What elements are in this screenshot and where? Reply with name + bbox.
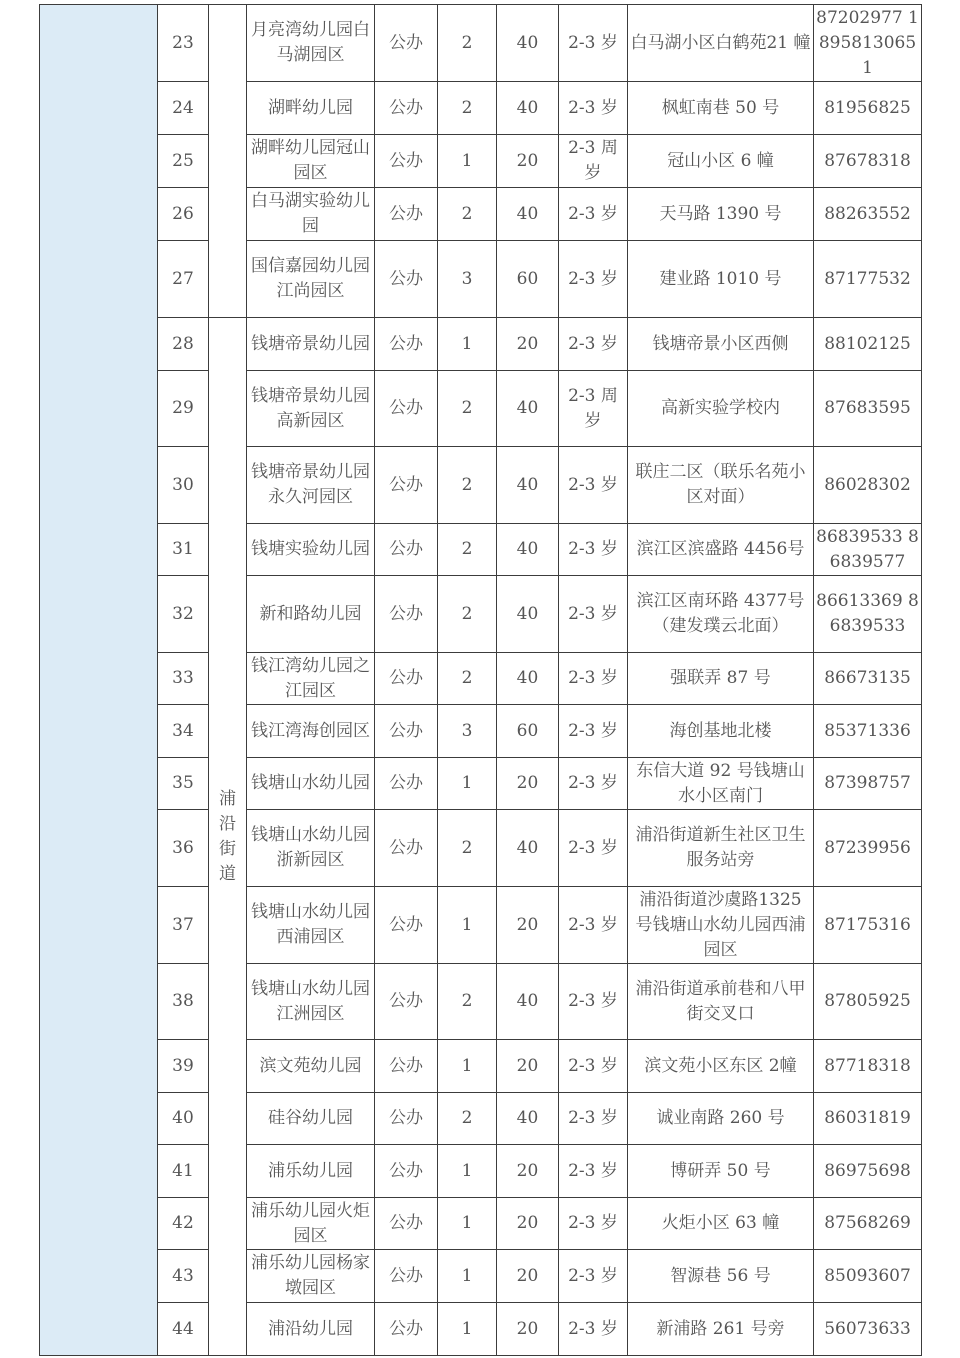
address: 建业路 1010 号 (628, 241, 814, 318)
table-row (40, 241, 922, 318)
kindergarten-name: 浦乐幼儿园 (247, 1145, 375, 1198)
table-row (40, 188, 922, 241)
place-count: 20 (497, 318, 559, 371)
ownership-type: 公办 (375, 1145, 438, 1198)
ownership-type: 公办 (375, 5, 438, 82)
address: 冠山小区 6 幢 (628, 135, 814, 188)
class-count: 1 (438, 318, 497, 371)
kindergarten-name: 钱塘山水幼儿园 (247, 758, 375, 810)
row-number: 31 (158, 524, 209, 576)
age-range: 2-3 岁 (559, 653, 628, 705)
kindergarten-table (39, 4, 922, 1356)
table-row (40, 705, 922, 758)
age-range: 2-3 岁 (559, 887, 628, 964)
row-number: 23 (158, 5, 209, 82)
phone-number: 86028302 (814, 447, 922, 524)
place-count: 20 (497, 887, 559, 964)
class-count: 1 (438, 1145, 497, 1198)
phone-number: 87398757 (814, 758, 922, 810)
phone-number: 87683595 (814, 371, 922, 447)
age-range: 2-3 岁 (559, 1093, 628, 1145)
ownership-type: 公办 (375, 82, 438, 135)
class-count: 1 (438, 758, 497, 810)
street-cell (209, 318, 247, 1356)
age-range: 2-3 岁 (559, 318, 628, 371)
place-count: 40 (497, 964, 559, 1040)
address: 浦沿街道新生社区卫生服务站旁 (628, 810, 814, 887)
place-count: 20 (497, 758, 559, 810)
age-range: 2-3 岁 (559, 964, 628, 1040)
table-row (40, 318, 922, 371)
row-number: 42 (158, 1198, 209, 1250)
address: 海创基地北楼 (628, 705, 814, 758)
class-count: 2 (438, 810, 497, 887)
place-count: 40 (497, 371, 559, 447)
table-row (40, 447, 922, 524)
phone-number: 85371336 (814, 705, 922, 758)
address: 浦沿街道沙虞路1325 号钱塘山水幼儿园西浦园区 (628, 887, 814, 964)
address: 天马路 1390 号 (628, 188, 814, 241)
address: 联庄二区（联乐名苑小区对面） (628, 447, 814, 524)
table-row (40, 1303, 922, 1356)
ownership-type: 公办 (375, 135, 438, 188)
row-number: 33 (158, 653, 209, 705)
ownership-type: 公办 (375, 1250, 438, 1303)
table-body (40, 5, 922, 1356)
place-count: 40 (497, 1093, 559, 1145)
ownership-type: 公办 (375, 576, 438, 653)
age-range: 2-3 岁 (559, 82, 628, 135)
address: 钱塘帝景小区西侧 (628, 318, 814, 371)
phone-number: 87175316 (814, 887, 922, 964)
phone-number: 87805925 (814, 964, 922, 1040)
place-count: 40 (497, 576, 559, 653)
place-count: 40 (497, 447, 559, 524)
age-range: 2-3 岁 (559, 241, 628, 318)
table-row (40, 653, 922, 705)
table-row (40, 964, 922, 1040)
row-number: 41 (158, 1145, 209, 1198)
place-count: 20 (497, 1145, 559, 1198)
age-range: 2-3 岁 (559, 705, 628, 758)
phone-number: 81956825 (814, 82, 922, 135)
phone-number: 86839533 86839577 (814, 524, 922, 576)
row-number: 36 (158, 810, 209, 887)
ownership-type: 公办 (375, 1040, 438, 1093)
kindergarten-name: 新和路幼儿园 (247, 576, 375, 653)
row-number: 35 (158, 758, 209, 810)
row-number: 30 (158, 447, 209, 524)
class-count: 2 (438, 5, 497, 82)
row-number: 39 (158, 1040, 209, 1093)
phone-number: 87239956 (814, 810, 922, 887)
place-count: 20 (497, 1040, 559, 1093)
kindergarten-name: 钱江湾幼儿园之江园区 (247, 653, 375, 705)
phone-number: 85093607 (814, 1250, 922, 1303)
phone-number: 56073633 (814, 1303, 922, 1356)
kindergarten-name: 钱塘帝景幼儿园永久河园区 (247, 447, 375, 524)
phone-number: 88102125 (814, 318, 922, 371)
row-number: 34 (158, 705, 209, 758)
kindergarten-name: 浦乐幼儿园杨家墩园区 (247, 1250, 375, 1303)
row-number: 28 (158, 318, 209, 371)
phone-number: 87202977 18958130651 (814, 5, 922, 82)
address: 滨江区滨盛路 4456号 (628, 524, 814, 576)
row-number: 38 (158, 964, 209, 1040)
class-count: 1 (438, 1040, 497, 1093)
row-number: 32 (158, 576, 209, 653)
address: 枫虹南巷 50 号 (628, 82, 814, 135)
row-number: 27 (158, 241, 209, 318)
row-number: 37 (158, 887, 209, 964)
street-cell-previous (209, 5, 247, 318)
class-count: 2 (438, 653, 497, 705)
table-row (40, 758, 922, 810)
class-count: 1 (438, 1303, 497, 1356)
age-range: 2-3 岁 (559, 1040, 628, 1093)
phone-number: 87568269 (814, 1198, 922, 1250)
street-label: 浦沿街道 (219, 788, 236, 884)
left-blank-column (40, 5, 158, 1356)
address: 强联弄 87 号 (628, 653, 814, 705)
place-count: 40 (497, 524, 559, 576)
phone-number: 87718318 (814, 1040, 922, 1093)
kindergarten-name: 浦乐幼儿园火炬园区 (247, 1198, 375, 1250)
age-range: 2-3 岁 (559, 758, 628, 810)
table-row (40, 524, 922, 576)
age-range: 2-3 岁 (559, 810, 628, 887)
age-range: 2-3 岁 (559, 1198, 628, 1250)
table-row (40, 887, 922, 964)
table-row (40, 1093, 922, 1145)
age-range: 2-3 岁 (559, 1145, 628, 1198)
address: 滨文苑小区东区 2幢 (628, 1040, 814, 1093)
table-row (40, 1198, 922, 1250)
class-count: 2 (438, 576, 497, 653)
kindergarten-name: 钱塘帝景幼儿园 (247, 318, 375, 371)
address: 东信大道 92 号钱塘山水小区南门 (628, 758, 814, 810)
class-count: 2 (438, 371, 497, 447)
age-range: 2-3 岁 (559, 447, 628, 524)
age-range: 2-3 岁 (559, 5, 628, 82)
ownership-type: 公办 (375, 524, 438, 576)
address: 高新实验学校内 (628, 371, 814, 447)
address: 浦沿街道承前巷和八甲街交叉口 (628, 964, 814, 1040)
ownership-type: 公办 (375, 758, 438, 810)
kindergarten-name: 钱塘山水幼儿园浙新园区 (247, 810, 375, 887)
place-count: 40 (497, 82, 559, 135)
kindergarten-name: 湖畔幼儿园冠山园区 (247, 135, 375, 188)
class-count: 3 (438, 705, 497, 758)
age-range: 2-3 岁 (559, 188, 628, 241)
kindergarten-name: 白马湖实验幼儿园 (247, 188, 375, 241)
table-row (40, 82, 922, 135)
address: 滨江区南环路 4377号 （建发璞云北面） (628, 576, 814, 653)
ownership-type: 公办 (375, 241, 438, 318)
table-row (40, 371, 922, 447)
place-count: 20 (497, 1303, 559, 1356)
row-number: 44 (158, 1303, 209, 1356)
ownership-type: 公办 (375, 1198, 438, 1250)
class-count: 2 (438, 447, 497, 524)
age-range: 2-3 周岁 (559, 371, 628, 447)
ownership-type: 公办 (375, 887, 438, 964)
ownership-type: 公办 (375, 447, 438, 524)
table-row (40, 135, 922, 188)
row-number: 43 (158, 1250, 209, 1303)
ownership-type: 公办 (375, 810, 438, 887)
place-count: 20 (497, 135, 559, 188)
phone-number: 88263552 (814, 188, 922, 241)
place-count: 40 (497, 5, 559, 82)
row-number: 24 (158, 82, 209, 135)
class-count: 1 (438, 135, 497, 188)
address: 火炬小区 63 幢 (628, 1198, 814, 1250)
address: 新浦路 261 号旁 (628, 1303, 814, 1356)
phone-number: 86673135 (814, 653, 922, 705)
class-count: 2 (438, 188, 497, 241)
age-range: 2-3 岁 (559, 576, 628, 653)
ownership-type: 公办 (375, 1303, 438, 1356)
age-range: 2-3 岁 (559, 1250, 628, 1303)
table-row (40, 810, 922, 887)
ownership-type: 公办 (375, 653, 438, 705)
ownership-type: 公办 (375, 318, 438, 371)
kindergarten-name: 钱塘帝景幼儿园高新园区 (247, 371, 375, 447)
row-number: 25 (158, 135, 209, 188)
phone-number: 87177532 (814, 241, 922, 318)
kindergarten-name: 浦沿幼儿园 (247, 1303, 375, 1356)
ownership-type: 公办 (375, 1093, 438, 1145)
kindergarten-name: 钱塘实验幼儿园 (247, 524, 375, 576)
table-row (40, 576, 922, 653)
class-count: 1 (438, 1250, 497, 1303)
place-count: 40 (497, 188, 559, 241)
class-count: 1 (438, 1198, 497, 1250)
place-count: 40 (497, 653, 559, 705)
phone-number: 86031819 (814, 1093, 922, 1145)
class-count: 1 (438, 887, 497, 964)
ownership-type: 公办 (375, 188, 438, 241)
table-row (40, 1040, 922, 1093)
table-row (40, 5, 922, 82)
table-row (40, 1145, 922, 1198)
place-count: 20 (497, 1198, 559, 1250)
kindergarten-name: 滨文苑幼儿园 (247, 1040, 375, 1093)
class-count: 2 (438, 964, 497, 1040)
class-count: 2 (438, 82, 497, 135)
ownership-type: 公办 (375, 371, 438, 447)
kindergarten-name: 硅谷幼儿园 (247, 1093, 375, 1145)
address: 博研弄 50 号 (628, 1145, 814, 1198)
class-count: 2 (438, 1093, 497, 1145)
class-count: 3 (438, 241, 497, 318)
age-range: 2-3 岁 (559, 1303, 628, 1356)
kindergarten-name: 钱塘山水幼儿园江洲园区 (247, 964, 375, 1040)
table-row (40, 1250, 922, 1303)
place-count: 20 (497, 1250, 559, 1303)
place-count: 60 (497, 241, 559, 318)
phone-number: 87678318 (814, 135, 922, 188)
row-number: 40 (158, 1093, 209, 1145)
address: 白马湖小区白鹤苑21 幢 (628, 5, 814, 82)
age-range: 2-3 岁 (559, 524, 628, 576)
row-number: 29 (158, 371, 209, 447)
phone-number: 86975698 (814, 1145, 922, 1198)
ownership-type: 公办 (375, 964, 438, 1040)
class-count: 2 (438, 524, 497, 576)
row-number: 26 (158, 188, 209, 241)
kindergarten-name: 钱江湾海创园区 (247, 705, 375, 758)
kindergarten-name: 钱塘山水幼儿园西浦园区 (247, 887, 375, 964)
kindergarten-name: 国信嘉园幼儿园江尚园区 (247, 241, 375, 318)
place-count: 40 (497, 810, 559, 887)
kindergarten-name: 湖畔幼儿园 (247, 82, 375, 135)
ownership-type: 公办 (375, 705, 438, 758)
address: 诚业南路 260 号 (628, 1093, 814, 1145)
place-count: 60 (497, 705, 559, 758)
age-range: 2-3 周岁 (559, 135, 628, 188)
kindergarten-name: 月亮湾幼儿园白马湖园区 (247, 5, 375, 82)
address: 智源巷 56 号 (628, 1250, 814, 1303)
phone-number: 86613369 86839533 (814, 576, 922, 653)
